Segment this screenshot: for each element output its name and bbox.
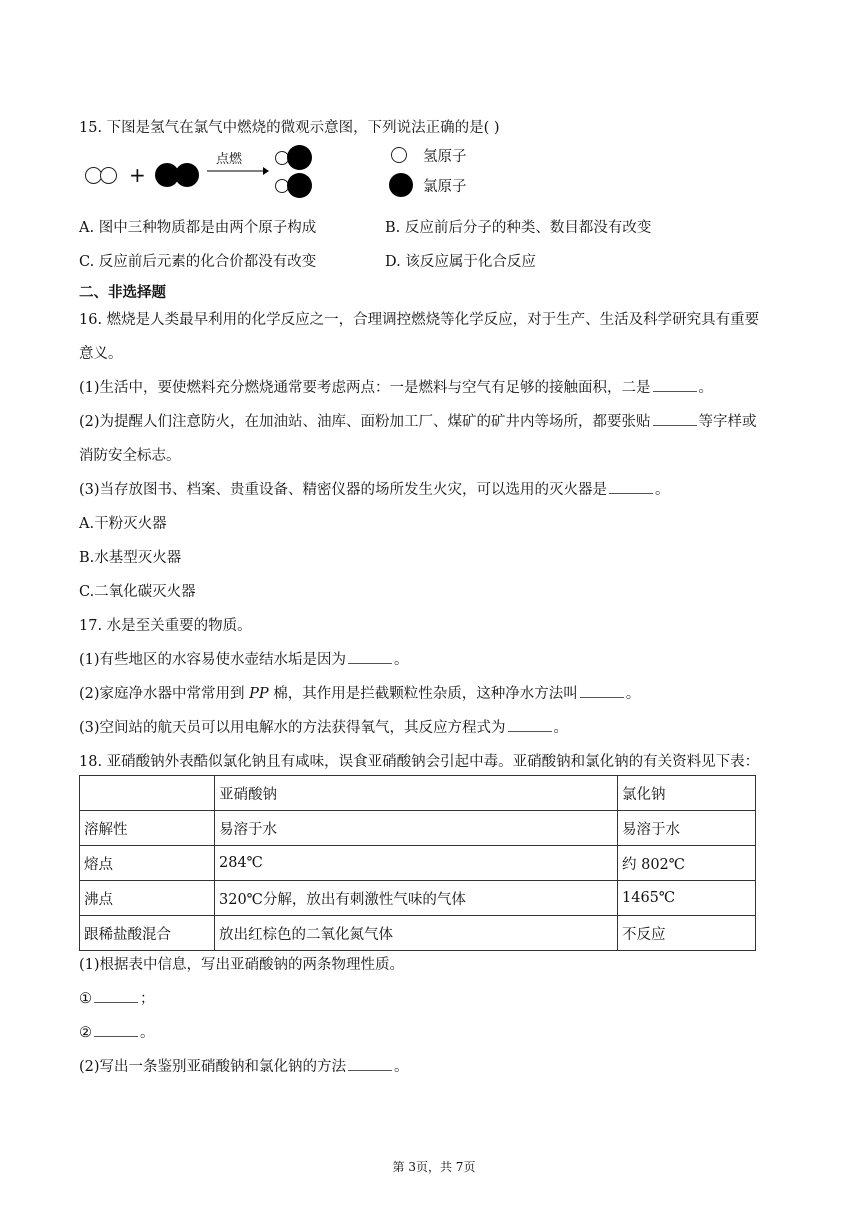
table-cell: 沸点	[80, 881, 215, 916]
q18-stem: 18. 亚硝酸钠外表酷似氯化钠且有咸味，误食亚硝酸钠会引起中毒。亚硝酸钠和氯化钠的有关资料见下表：	[79, 754, 760, 770]
arrow-right-icon	[207, 165, 269, 177]
pp-symbol: PP	[249, 686, 269, 702]
answer-blank[interactable]	[94, 990, 138, 1003]
q18-part2	[79, 1055, 409, 1076]
q18-item1	[79, 987, 155, 1008]
q16-option-b: B.水基型灭火器	[79, 550, 182, 566]
legend-chlorine-label: 氯原子	[423, 179, 467, 195]
table-cell: 跟稀盐酸混合	[80, 916, 215, 951]
q15-stem: 15. 下图是氢气在氯气中燃烧的微观示意图，下列说法正确的是( )	[79, 120, 500, 136]
table-cell: 溶解性	[80, 811, 215, 846]
plus-sign: +	[129, 163, 146, 187]
q16-part2	[79, 410, 757, 431]
q17-part2-text-b: 棉，其作用是拦截颗粒性杂质，这种净水方法叫	[273, 686, 578, 702]
table-cell: 320℃分解，放出有刺激性气味的气体	[215, 881, 618, 916]
table-cell: 284℃	[215, 846, 618, 881]
q17-part1	[79, 648, 409, 669]
q16-option-c: C.二氧化碳灭火器	[79, 584, 196, 600]
q16-part2-end: 等字样或	[698, 414, 757, 430]
answer-blank[interactable]	[580, 685, 624, 698]
table-header-row	[80, 776, 756, 811]
page-footer: 第 3页，共 7页	[392, 1160, 476, 1174]
q17-part1-text: (1)有些地区的水容易使水壶结水垢是因为	[79, 652, 347, 668]
hydrogen-atom-icon	[100, 167, 117, 184]
reaction-condition: 点燃	[216, 152, 243, 167]
answer-blank[interactable]	[653, 413, 697, 426]
q16-stem-line1: 16. 燃烧是人类最早利用的化学反应之一，合理调控燃烧等化学反应，对于生产、生活及科学研究具有重要	[79, 312, 760, 328]
table-header-cell: 氯化钠	[618, 776, 756, 811]
legend-chlorine-icon	[389, 173, 413, 197]
q17-part3-end: 。	[553, 720, 569, 736]
chlorine-atom-icon	[175, 163, 199, 187]
q18-part1: (1)根据表中信息，写出亚硝酸钠的两条物理性质。	[79, 957, 405, 973]
circled-one: ①	[79, 991, 92, 1007]
table-header-cell: 亚硝酸钠	[215, 776, 618, 811]
q17-part2-end: 。	[625, 686, 641, 702]
q17-part3-text: (3)空间站的航天员可以用电解水的方法获得氧气，其反应方程式为	[79, 720, 506, 736]
table-row	[80, 881, 756, 916]
section-heading: 二、非选择题	[79, 284, 166, 301]
reaction-diagram	[79, 143, 499, 203]
legend-hydrogen-label: 氢原子	[423, 149, 467, 165]
q17-stem: 17. 水是至关重要的物质。	[79, 618, 252, 634]
table-cell: 放出红棕色的二氧化氮气体	[215, 916, 618, 951]
q18-part2-end: 。	[394, 1059, 409, 1075]
legend-hydrogen-icon	[391, 147, 407, 163]
answer-blank[interactable]	[609, 481, 653, 494]
table-row	[80, 846, 756, 881]
table-row	[80, 811, 756, 846]
q17-part3	[79, 716, 568, 737]
chlorine-atom-icon	[287, 173, 312, 198]
circled-two: ②	[79, 1025, 92, 1041]
q15-option-d: D. 该反应属于化合反应	[385, 254, 536, 270]
q18-item1-end: ；	[140, 991, 155, 1007]
q18-part2-text: (2)写出一条鉴别亚硝酸钠和氯化钠的方法	[79, 1059, 347, 1075]
q16-part1	[79, 376, 713, 397]
comparison-table	[79, 775, 756, 951]
answer-blank[interactable]	[508, 719, 552, 732]
table-cell: 约 802℃	[618, 846, 756, 881]
answer-blank[interactable]	[348, 1058, 392, 1071]
q16-part1-end: 。	[698, 380, 714, 396]
q16-stem-line2: 意义。	[79, 346, 123, 362]
table-cell: 易溶于水	[618, 811, 756, 846]
q16-part1-text: (1)生活中，要使燃料充分燃烧通常要考虑两点：一是燃料与空气有足够的接触面积，二是	[79, 380, 651, 396]
q16-part3-end: 。	[655, 482, 670, 498]
table-header-cell	[80, 776, 215, 811]
q15-option-a: A. 图中三种物质都是由两个原子构成	[79, 220, 317, 236]
chlorine-atom-icon	[287, 145, 312, 170]
table-cell: 不反应	[618, 916, 756, 951]
table-cell: 熔点	[80, 846, 215, 881]
q17-part2-text-a: (2)家庭净水器中常常用到	[79, 686, 245, 702]
table-row	[80, 916, 756, 951]
table-cell: 易溶于水	[215, 811, 618, 846]
answer-blank[interactable]	[94, 1024, 138, 1037]
q18-item2	[79, 1021, 155, 1042]
table-cell: 1465℃	[618, 881, 756, 916]
q17-part2	[79, 682, 640, 703]
q16-part3-text: (3)当存放图书、档案、贵重设备、精密仪器的场所发生火灾，可以选用的灭火器是	[79, 482, 608, 498]
answer-blank[interactable]	[348, 651, 392, 664]
q15-option-b: B. 反应前后分子的种类、数目都没有改变	[385, 220, 652, 236]
q16-option-a: A.干粉灭火器	[79, 516, 167, 532]
q16-part3	[79, 478, 670, 499]
q16-part2-line2: 消防安全标志。	[79, 448, 181, 464]
q17-part1-end: 。	[394, 652, 409, 668]
q15-option-c: C. 反应前后元素的化合价都没有改变	[79, 254, 317, 270]
q16-part2-text: (2)为提醒人们注意防火，在加油站、油库、面粉加工厂、煤矿的矿井内等场所，都要张贴	[79, 414, 651, 430]
q18-item2-end: 。	[140, 1025, 155, 1041]
answer-blank[interactable]	[653, 379, 697, 392]
